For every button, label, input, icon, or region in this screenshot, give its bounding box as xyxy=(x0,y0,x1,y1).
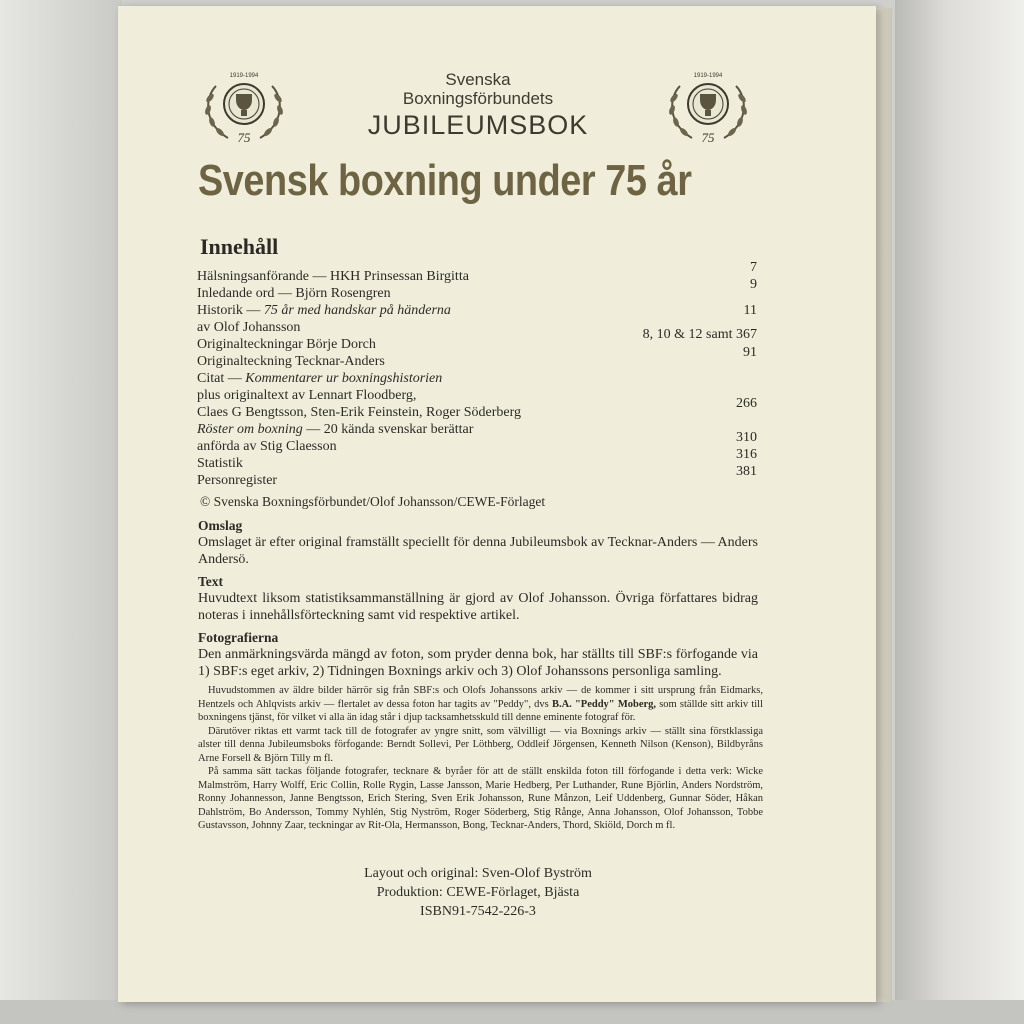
photo-credits xyxy=(198,684,763,833)
toc-entry: anförda av Stig Claesson xyxy=(197,439,337,454)
background-bottom xyxy=(0,1000,1024,1024)
toc-entry: Statistik xyxy=(197,456,243,471)
toc-row xyxy=(197,430,757,455)
page-edge xyxy=(876,8,892,1002)
table-of-contents xyxy=(197,260,757,489)
toc-page: 11 xyxy=(743,303,757,318)
toc-entry: Originalteckningar Börje Dorch xyxy=(197,337,376,352)
toc-row xyxy=(197,387,757,404)
emblem-number: 75 xyxy=(701,130,715,145)
toc-page: 8, 10 & 12 samt 367 xyxy=(642,327,757,342)
page-title: Svensk boxning under 75 år xyxy=(198,156,692,205)
toc-row xyxy=(197,260,757,285)
toc-entry: Personregister xyxy=(197,473,278,488)
toc-entry: av Olof Johansson xyxy=(197,320,301,335)
toc-page: 91 xyxy=(743,345,757,360)
toc-row xyxy=(197,464,757,489)
toc-row xyxy=(197,302,757,319)
photo-credits-p1: Huvudstommen av äldre bilder härrör sig från SBF:s och Olofs Johanssons arkiv — de kommer i sitt ursprung från Eidmarks, Hentzels och Ahlqvists arkiv — flertalet av dessa foton har tagits av "Peddy", dvs B.A. "Peddy" Moberg, som ställde sitt arkiv till boxningens tjänst, för vilket vi alla än idag står i djup tacksamhetsskuld till denne eminente fotograf för. xyxy=(198,685,763,723)
toc-entry: plus originaltext av Lennart Floodberg, xyxy=(197,388,417,403)
toc-page: 381 xyxy=(736,464,757,479)
header-line-1: Svenska xyxy=(445,70,511,89)
toc-entry: Claes G Bengtsson, Sten-Erik Feinstein, Roger Söderberg xyxy=(197,405,522,420)
toc-entry: Röster om boxning — 20 kända svenskar berättar xyxy=(197,422,474,437)
toc-heading: Innehåll xyxy=(200,234,279,259)
toc-row xyxy=(197,396,757,421)
isbn: ISBN91-7542-226-3 xyxy=(420,904,536,919)
foto-heading: Fotografierna xyxy=(198,630,279,645)
background-right xyxy=(895,0,1024,1024)
book-header xyxy=(333,70,623,140)
toc-row xyxy=(197,421,757,438)
background-left xyxy=(0,0,122,1024)
text-heading: Text xyxy=(198,574,224,589)
jubilee-emblem-right xyxy=(662,68,754,150)
toc-page: 9 xyxy=(750,277,757,292)
toc-row xyxy=(197,370,757,387)
book-page xyxy=(118,6,876,1002)
header-line-2: Boxningsförbundets xyxy=(402,89,554,108)
production-credit: Produktion: CEWE-Förlaget, Bjästa xyxy=(376,885,580,900)
toc-page: 7 xyxy=(750,260,757,275)
toc-entry: Originalteckning Tecknar-Anders xyxy=(197,354,385,369)
jubilee-emblem-left xyxy=(198,68,290,150)
photo-credits-p3: På samma sätt tackas följande fotografer, tecknare & byråer för att de ställt enskilda foton till förfogande i detta verk: Wicke Malmström, Harry Wolff, Eric Collin, Rolle Rygin, Lasse Jansson, Marie Hedberg, Per Luthander, Rune Björlin, Anders Nordström, Ronny Johannesson, Janne Bengtsson, Erich Stering, Sven Erik Johansson, Rune Månzon, Leif Uddenberg, Gunnar Söder, Håkan Dahlström, Bo Andersson, Tommy Nyhlén, Stig Nyström, Roger Söderberg, Stig Rånge, Anna Johansson, Olof Johansson, Tobbe Gustavsson, Johnny Zaar, teckningar av Rit-Ola, Hermansson, Bong, Tecknar-Anders, Thord, Skiöld, Dorch m fl. xyxy=(198,766,763,831)
toc-page: 316 xyxy=(736,447,757,462)
omslag-heading: Omslag xyxy=(198,518,243,533)
omslag-text: Omslaget är efter original framställt speciellt för denna Jubileumsbok av Tecknar-Anders — Anders Andersö. xyxy=(198,535,758,567)
toc-row xyxy=(197,345,757,370)
emblem-years: 1919-1994 xyxy=(229,73,259,79)
toc-page: 266 xyxy=(736,396,757,411)
toc-entry: Hälsningsanförande — HKH Prinsessan Birgitta xyxy=(197,269,469,284)
toc-page: 310 xyxy=(736,430,757,445)
production-credits xyxy=(238,864,718,921)
toc-row xyxy=(197,447,757,472)
toc-row xyxy=(197,277,757,302)
toc-entry: Historik — 75 år med handskar på händerna xyxy=(197,303,451,318)
foto-text: Den anmärkningsvärda mängd av foton, som pryder denna bok, har ställts till SBF:s förfogande via 1) SBF:s eget arkiv, 2) Tidningen Boxnings arkiv och 3) Olof Johanssons personliga samling. xyxy=(198,647,758,679)
emblem-years: 1919-1994 xyxy=(693,73,723,79)
emblem-number: 75 xyxy=(237,130,251,145)
toc-entry: Citat — Kommentarer ur boxningshistorien xyxy=(197,371,443,386)
toc-entry: Inledande ord — Björn Rosengren xyxy=(197,286,391,301)
layout-credit: Layout och original: Sven-Olof Byström xyxy=(364,866,592,881)
header-line-3: JUBILEUMSBOK xyxy=(367,110,589,140)
photo-credits-p2: Därutöver riktas ett varmt tack till de fotografer av yngre snitt, som välvilligt — via Boxnings arkiv — ställt sina förstklassiga alster till denna Jubileumsboks förfogande: Berndt Sollevi, Per Löthberg, Oddleif Jörgensen, Kenneth Nilson (Kenson), Bildbyråns Arne Forsell & Björn Tilly m fl. xyxy=(198,725,763,764)
text-body: Huvudtext liksom statistiksammanställning är gjord av Olof Johansson. Övriga författares bidrag noteras i innehållsförteckning samt vid respektive artikel. xyxy=(198,591,758,623)
copyright-line: © Svenska Boxningsförbundet/Olof Johansson/CEWE-Förlaget xyxy=(200,494,546,509)
